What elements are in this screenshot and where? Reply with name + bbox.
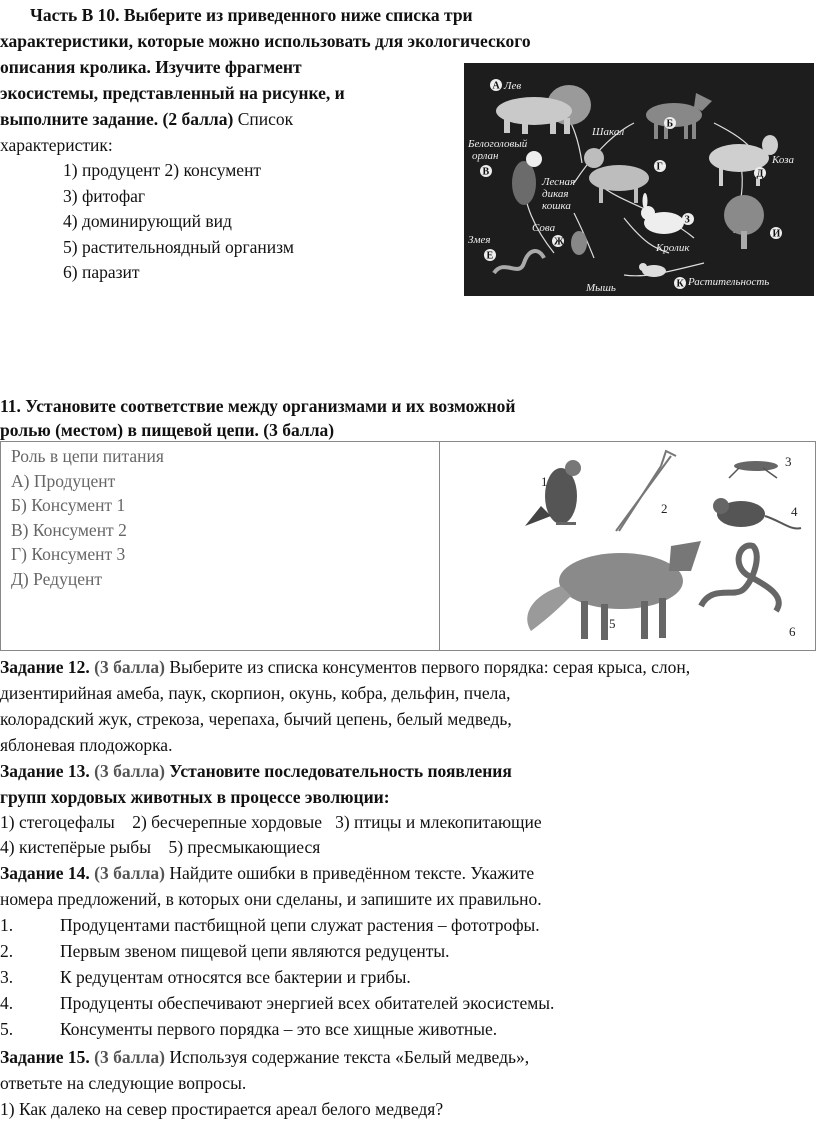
task10-characteristics-list: [63, 157, 294, 285]
task12-line3: колорадский жук, стрекоза, черепаха, бычий цепень, белый медведь,: [0, 709, 512, 729]
task15-head: Задание 15.: [0, 1047, 90, 1067]
badge-g: [654, 160, 666, 173]
organism-number: 1: [541, 474, 548, 489]
diagram-label-jackal: Шакал: [592, 126, 625, 138]
task10-line1: Часть В 10. Выберите из приведенного ниже списка три: [30, 5, 473, 25]
role-item: Б) Консумент 1: [11, 495, 126, 515]
role-item: В) Консумент 2: [11, 519, 127, 540]
svg-text:И: И: [772, 228, 781, 240]
task13-title2: групп хордовых животных в процессе эволюции:: [0, 787, 390, 807]
organism-number: 2: [661, 501, 668, 516]
list-item: 6) паразит: [63, 262, 140, 282]
list-item: 1) продуцент 2) консумент: [63, 160, 262, 180]
mouse-figure: [639, 263, 666, 277]
task10-line6: характеристик:: [0, 135, 113, 155]
table-divider: [439, 442, 440, 650]
badge-i: [770, 227, 782, 240]
badge-d: [754, 167, 766, 180]
list-item: 1. Продуцентами пастбищной цепи служат растения – фототрофы.: [0, 915, 540, 935]
task12-line1: [0, 654, 690, 680]
badge-e: [484, 249, 496, 262]
task13-options-line2: 4) кистепёрые рыбы 5) пресмыкающиеся: [0, 837, 321, 857]
diagram-label-eagle-1: Белоголовый: [468, 138, 528, 150]
task12-head: Задание 12.: [0, 657, 90, 677]
hawk-figure: [525, 460, 581, 526]
task12-line2: дизентирийная амеба, паук, скорпион, окунь, кобра, дельфин, пчела,: [0, 683, 511, 703]
svg-text:З: З: [684, 214, 690, 226]
mouse-figure: [713, 498, 801, 529]
list-item: 5) растительноядный организм: [63, 236, 294, 257]
diagram-label-owl: Сова: [532, 222, 556, 234]
role-item: А) Продуцент: [11, 470, 116, 491]
badge-z: [682, 213, 694, 226]
snake-figure: [701, 546, 779, 611]
task13-options-line1: 1) стегоцефалы 2) бесчерепные хордовые 3) птицы и млекопитающие: [0, 812, 542, 832]
eagle-figure: [512, 151, 542, 205]
list-item: 5. Консументы первого порядка – это все хищные животные.: [0, 1019, 498, 1039]
ecosystem-diagram-svg: [464, 63, 814, 296]
badge-k: [674, 277, 686, 290]
task13-head: Задание 13: [0, 761, 86, 781]
task13-title1: Установите последовательность появления: [169, 761, 512, 781]
task15-line2: ответьте на следующие вопросы.: [0, 1073, 247, 1093]
svg-text:Е: Е: [486, 250, 494, 262]
task12-line4: яблоневая плодожорка.: [0, 735, 173, 755]
task13-line1: Задание 13. (3 балла) Установите последовательность появления: [0, 761, 512, 781]
task15-line1: [0, 1044, 529, 1070]
organism-number: 4: [791, 504, 798, 519]
task14-sentences: [0, 912, 554, 1042]
list-item: 3. К редуцентам относятся все бактерии и грибы.: [0, 967, 411, 987]
goat-figure: [709, 135, 778, 186]
task15-text: Используя содержание текста «Белый медведь»,: [169, 1047, 530, 1067]
task14-line2: номера предложений, в которых они сделаны, и запишите их правильно.: [0, 889, 542, 909]
lion-figure: [496, 85, 591, 134]
task11-table: [0, 441, 816, 651]
task10-line5-text: выполните задание. (2 балла): [0, 109, 234, 129]
organism-number: 3: [785, 454, 792, 469]
task15-points: (3 балла): [94, 1047, 165, 1067]
diagram-label-mouse: Мышь: [586, 282, 616, 294]
svg-text:Г: Г: [656, 161, 663, 173]
diagram-label-cat-3: кошка: [542, 200, 571, 212]
task15-question1: 1) Как далеко на север простирается ареал белого медведя?: [0, 1099, 444, 1119]
task11-title-line2: ролью (местом) в пищевой цепи. (3 балла): [0, 420, 335, 440]
rabbit-figure: [641, 193, 684, 234]
list-item: 2. Первым звеном пищевой цепи являются редуценты.: [0, 941, 450, 961]
role-item: Г) Консумент 3: [11, 544, 126, 564]
diagram-label-rabbit: Кролик: [656, 242, 690, 254]
role-item: Д) Редуцент: [11, 568, 102, 589]
organism-number: 6: [789, 624, 796, 639]
diagram-label-plants: Растительность: [688, 276, 770, 288]
badge-b: [664, 117, 676, 130]
list-item: 3) фитофаг: [63, 185, 146, 206]
task12-text: Выберите из списка консументов первого порядка: серая крыса, слон,: [169, 657, 691, 677]
tree-figure: [724, 195, 764, 249]
diagram-label-snake: Змея: [468, 234, 491, 246]
organisms-figure: [501, 446, 813, 646]
task10-line4: экосистемы, представленный на рисунке, и: [0, 83, 345, 103]
diagram-label-cat-2: дикая: [542, 188, 569, 200]
roles-cell: [11, 444, 164, 591]
task14-line1: Задание 14. (3 балла) Найдите ошибки в приведённом тексте. Укажите: [0, 863, 535, 883]
list-item: 4. Продуценты обеспечивают энергией всех обитателей экосистемы.: [0, 993, 555, 1013]
task10-line2: характеристики, которые можно использовать для экологического: [0, 31, 531, 51]
svg-text:Д: Д: [756, 168, 764, 180]
svg-text:В: В: [482, 166, 490, 178]
task13-points: (3 балла): [94, 761, 165, 781]
task11-title-line1: 11. Установите соответствие между организмами и их возможной: [0, 396, 516, 416]
task10-line3: описания кролика. Изучите фрагмент: [0, 57, 302, 77]
svg-text:А: А: [492, 80, 500, 92]
diagram-label-goat: Коза: [772, 154, 795, 166]
snake-figure: [494, 251, 544, 273]
jackal-figure: [646, 93, 712, 139]
list-item: 4) доминирующий вид: [63, 211, 232, 231]
badge-zh: [552, 235, 564, 248]
svg-text:Б: Б: [666, 118, 674, 130]
owl-figure: [571, 231, 587, 255]
diagram-label-eagle-2: орлан: [472, 150, 499, 162]
task10-list-word: Список: [237, 109, 294, 129]
badge-v: [480, 165, 492, 178]
ecosystem-diagram: [464, 63, 814, 296]
task10-line5: [0, 106, 293, 132]
wheat-figure: [616, 451, 676, 531]
roles-header: Роль в цепи питания: [11, 446, 164, 466]
diagram-label-cat-1: Лесная: [542, 176, 576, 188]
badge-a: [490, 79, 502, 92]
task12-points: (3 балла): [94, 657, 165, 677]
organism-number: 5: [609, 616, 616, 631]
grasshopper-figure: [729, 461, 778, 478]
wild-cat-figure: [584, 148, 649, 203]
task14-head: Задание 14: [0, 863, 86, 883]
task14-text: Найдите ошибки в приведённом тексте. Укажите: [169, 863, 535, 883]
svg-text:К: К: [676, 278, 684, 290]
task14-points: (3 балла): [94, 863, 165, 883]
diagram-label-lion: Лев: [504, 80, 522, 92]
svg-text:Ж: Ж: [554, 236, 564, 248]
